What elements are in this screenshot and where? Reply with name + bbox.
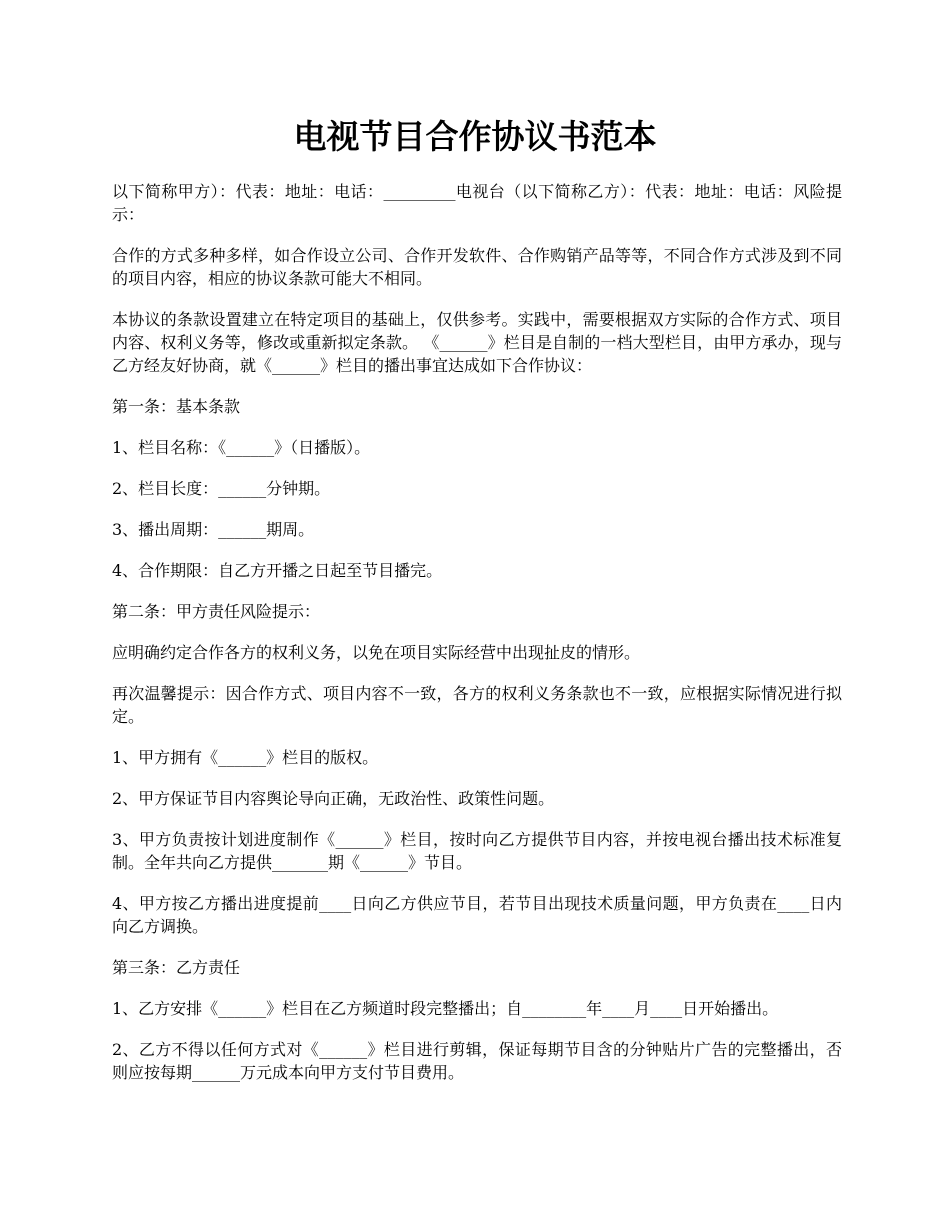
document-title: 电视节目合作协议书范本 [293,117,657,156]
clause-2-4: 4、甲方按乙方播出进度提前____日向乙方供应节目，若节目出现技术质量问题，甲方负责在____日内向乙方调换。 [112,894,842,936]
clause-2-2: 2、甲方保证节目内容舆论导向正确，无政治性、政策性问题。 [112,789,555,808]
clause-3-2: 2、乙方不得以任何方式对《______》栏目进行剪辑，保证每期节目含的分钟贴片广告的完整播出，否则应按每期______万元成本向甲方支付节目费用。 [112,1040,842,1082]
risk-note-paragraph: 合作的方式多种多样，如合作设立公司、合作开发软件、合作购销产品等等，不同合作方式涉及到不同的项目内容，相应的协议条款可能大不相同。 [112,246,842,288]
risk-note-2: 应明确约定合作各方的权利义务，以免在项目实际经营中出现扯皮的情形。 [112,643,641,662]
document-body [112,180,842,1102]
clause-2-3: 3、甲方负责按计划进度制作《______》栏目，按时向乙方提供节目内容，并按电视台播出技术标准复制。全年共向乙方提供_______期《______》节目。 [112,830,842,872]
reminder-paragraph: 再次温馨提示：因合作方式、项目内容不一致，各方的权利义务条款也不一致，应根据实际情况进行拟定。 [112,684,842,726]
clause-3-1: 1、乙方安排《______》栏目在乙方频道时段完整播出；自________年____月____日开始播出。 [112,999,779,1018]
clause-1-1: 1、栏目名称：《______》（日播版）。 [112,438,371,457]
section-heading-3: 第三条：乙方责任 [112,958,241,977]
party-info-paragraph: 以下简称甲方）：代表：地址：电话：_________电视台（以下简称乙方）：代表：地址：电话：风险提示： [112,182,842,224]
clause-1-2: 2、栏目长度：______分钟期。 [112,479,331,498]
clause-1-3: 3、播出周期：______期周。 [112,520,315,539]
clause-2-1: 1、甲方拥有《______》栏目的版权。 [112,748,379,767]
clause-1-4: 4、合作期限：自乙方开播之日起至节目播完。 [112,561,443,580]
section-heading-2: 第二条：甲方责任风险提示： [112,602,321,621]
intro-paragraph: 本协议的条款设置建立在特定项目的基础上，仅供参考。实践中，需要根据双方实际的合作方式、项目内容、权利义务等，修改或重新拟定条款。 《______》栏目是自制的一档大型栏目，由甲方承办，现与乙方经友好协商，就《______》栏目的播出事宜达成如下合作协议： [112,310,842,375]
section-heading-1: 第一条：基本条款 [112,397,241,416]
